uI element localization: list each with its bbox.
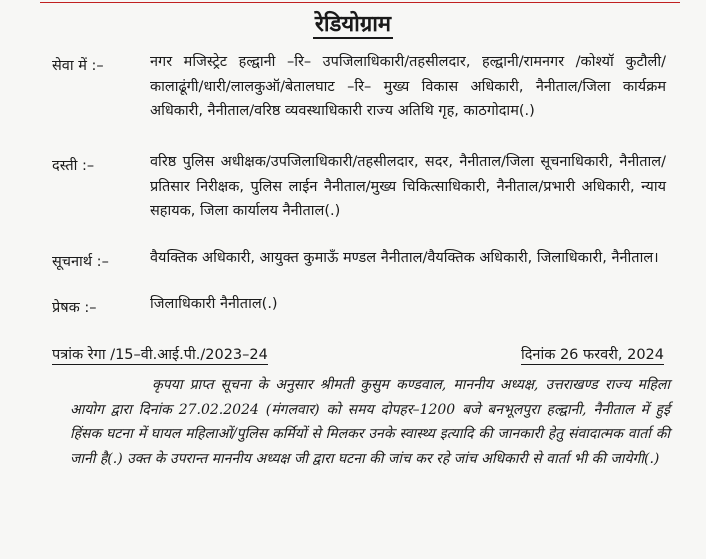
sender-label: प्रेषक :– (52, 300, 97, 316)
for-information-text: वैयक्तिक अधिकारी, आयुक्त कुमाऊँ मण्डल नैनीताल/वैयक्तिक अधिकारी, जिलाधिकारी, नैनीताल। (150, 250, 659, 266)
document-title (0, 8, 706, 38)
top-divider (40, 2, 680, 3)
body-paragraph: कृपया प्राप्त सूचना के अनुसार श्रीमती कुसुम कण्डवाल, माननीय अध्यक्ष, उत्तराखण्ड राज्य महिला आयोग द्वारा दिनांक 27.02.2024 (मंगलवार) को समय दोपहर–1200 बजे बनभूलपुरा हल्द्वानी, नैनीताल में हुई हिंसक घटना में घायल महिलाओं/पुलिस कर्मियों से मिलकर उनके स्वास्थ्य इत्यादि की जानकारी हेतु संवादात्मक वार्ता की जानी है(.) उक्त के उपरान्त माननीय अध्यक्ष जी द्वारा घटना की जांच कर रहे जांच अधिकारी से वार्ता भी की जायेगी(.) (70, 377, 670, 467)
reference-number: पत्रांक रेगा /15–वी.आई.पी./2023–24 (52, 344, 268, 365)
title-text: रेडियोग्राम (314, 12, 392, 37)
by-hand-text: वरिष्ठ पुलिस अधीक्षक/उपजिलाधिकारी/तहसीलदार, सदर, नैनीताल/जिला सूचनाधिकारी, नैनीताल/प्रतिसार निरीक्षक, पुलिस लाईन नैनीताल/मुख्य चिकित्साधिकारी, नैनीताल/प्रभारी अधिकारी, न्याय सहायक, जिला कार्यालय नैनीताल(.) (150, 154, 666, 219)
for-information-label: सूचनार्थ :– (52, 254, 109, 270)
recipient-label: सेवा में :– (52, 58, 104, 74)
document-date: दिनांक 26 फरवरी, 2024 (521, 344, 664, 365)
sender-text: जिलाधिकारी नैनीताल(.) (150, 296, 278, 312)
by-hand-label: दस्ती :– (52, 158, 95, 174)
recipient-text: नगर मजिस्ट्रेट हल्द्वानी –रि– उपजिलाधिकारी/तहसीलदार, हल्द्वानी/रामनगर /कोश्यॉ कुटौली/कालाढूंगी/धारी/लालकुऑ/बेतालघाट –रि– मुख्य विकास अधिकारी, नैनीताल/जिला कार्यक्रम अधिकारी, नैनीताल/वरिष्ठ व्यवस्थाधिकारी राज्य अतिथि गृह, काठगोदाम(.) (150, 54, 666, 119)
reference-row (52, 344, 664, 365)
